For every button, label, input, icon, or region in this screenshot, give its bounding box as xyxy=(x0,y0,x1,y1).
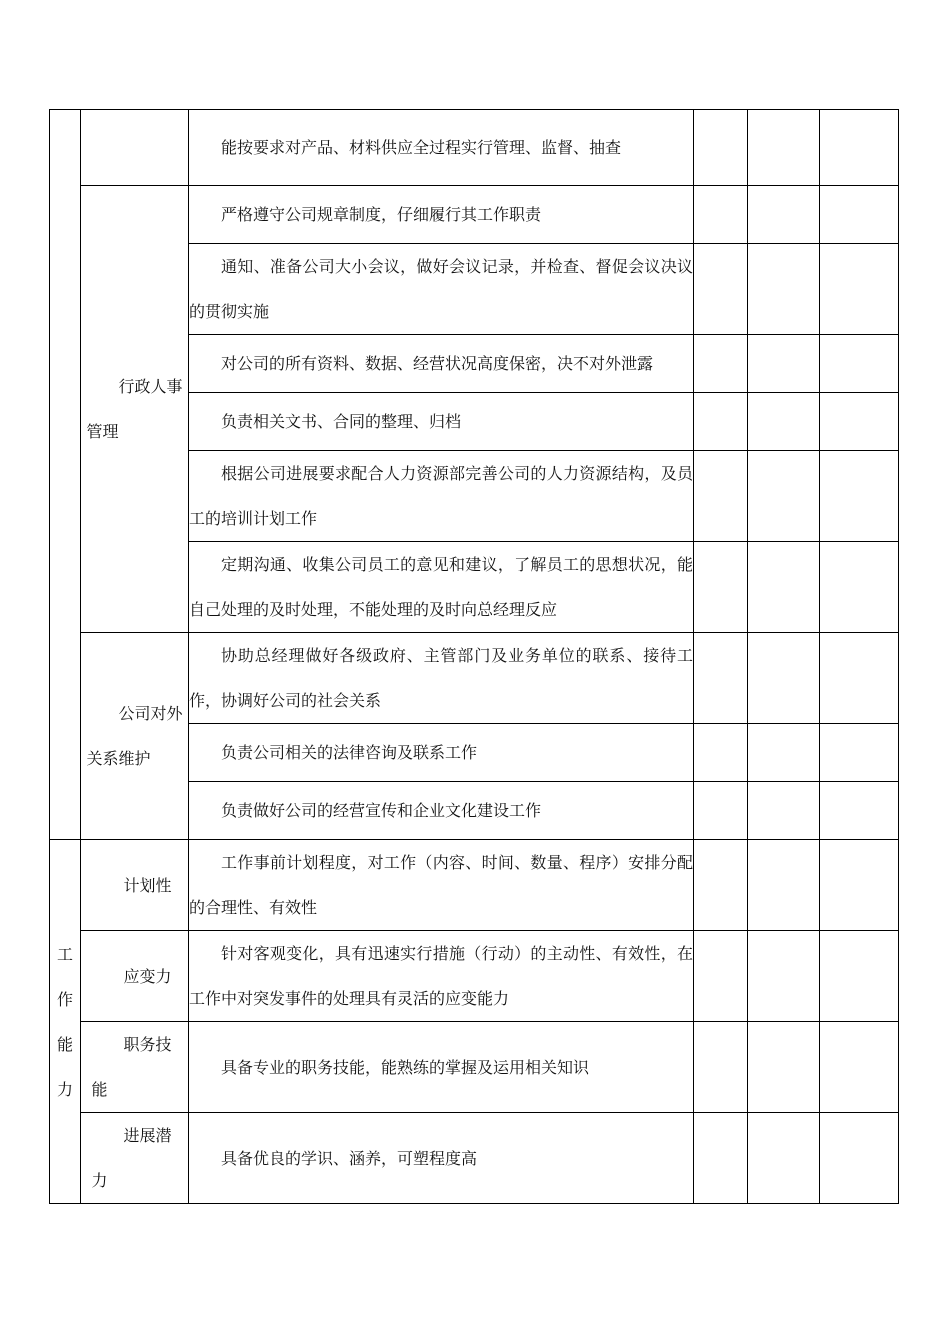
criterion-text: 具备优良的学识、涵养，可塑程度高 xyxy=(221,1148,478,1168)
criterion-cell xyxy=(189,724,694,782)
score-cell[interactable] xyxy=(748,542,820,633)
table-row xyxy=(50,186,899,244)
table-row xyxy=(50,1022,899,1113)
score-cell[interactable] xyxy=(748,724,820,782)
table-row xyxy=(50,633,899,724)
criterion-cell xyxy=(189,633,694,724)
criterion-cell xyxy=(189,931,694,1022)
score-cell[interactable] xyxy=(820,110,899,186)
criterion-cell xyxy=(189,335,694,393)
score-cell[interactable] xyxy=(694,542,748,633)
score-cell[interactable] xyxy=(820,393,899,451)
category-external-relations: 公司对外关系维护 xyxy=(81,633,189,840)
criterion-text: 负责公司相关的法律咨询及联系工作 xyxy=(221,743,478,762)
score-cell[interactable] xyxy=(748,110,820,186)
criterion-text: 根据公司进展要求配合人力资源部完善公司的人力资源结构，及员工的培训计划工作 xyxy=(189,464,693,528)
criterion-cell xyxy=(189,393,694,451)
score-cell[interactable] xyxy=(748,335,820,393)
score-cell[interactable] xyxy=(694,1113,748,1204)
score-cell[interactable] xyxy=(820,840,899,931)
score-cell[interactable] xyxy=(820,335,899,393)
score-cell[interactable] xyxy=(694,931,748,1022)
criterion-text: 严格遵守公司规章制度，仔细履行其工作职责 xyxy=(221,205,542,224)
score-cell[interactable] xyxy=(748,931,820,1022)
score-cell[interactable] xyxy=(820,724,899,782)
score-cell[interactable] xyxy=(694,633,748,724)
score-cell[interactable] xyxy=(820,633,899,724)
criterion-text: 负责相关文书、合同的整理、归档 xyxy=(221,412,462,431)
score-cell[interactable] xyxy=(748,1113,820,1204)
score-cell[interactable] xyxy=(694,724,748,782)
criterion-text: 对公司的所有资料、数据、经营状况高度保密，决不对外泄露 xyxy=(221,354,654,373)
category-planning: 计划性 xyxy=(81,840,189,931)
table-row xyxy=(50,110,899,186)
evaluation-table xyxy=(49,109,899,1204)
score-cell[interactable] xyxy=(694,393,748,451)
section-work-ability xyxy=(50,840,81,1204)
criterion-cell xyxy=(189,186,694,244)
criterion-text: 通知、准备公司大小会议，做好会议记录，并检查、督促会议决议的贯彻实施 xyxy=(189,257,693,321)
score-cell[interactable] xyxy=(820,244,899,335)
criterion-text: 负责做好公司的经营宣传和企业文化建设工作 xyxy=(221,801,542,820)
criterion-cell xyxy=(189,110,694,186)
score-cell[interactable] xyxy=(820,542,899,633)
criterion-cell xyxy=(189,451,694,542)
section-cell-blank xyxy=(50,110,81,840)
score-cell[interactable] xyxy=(694,244,748,335)
category-admin-hr: 行政人事管理 xyxy=(81,186,189,633)
score-cell[interactable] xyxy=(748,186,820,244)
score-cell[interactable] xyxy=(694,1022,748,1113)
criterion-text: 具备专业的职务技能，能熟练的掌握及运用相关知识 xyxy=(221,1057,590,1077)
score-cell[interactable] xyxy=(748,840,820,931)
score-cell[interactable] xyxy=(748,244,820,335)
score-cell[interactable] xyxy=(748,451,820,542)
score-cell[interactable] xyxy=(820,451,899,542)
criterion-cell xyxy=(189,244,694,335)
criterion-text: 工作事前计划程度，对工作（内容、时间、数量、程序）安排分配的合理性、有效性 xyxy=(189,853,693,917)
table-row xyxy=(50,1113,899,1204)
score-cell[interactable] xyxy=(694,840,748,931)
score-cell[interactable] xyxy=(694,451,748,542)
score-cell[interactable] xyxy=(820,782,899,840)
criterion-text: 针对客观变化，具有迅速实行措施（行动）的主动性、有效性，在工作中对突发事件的处理具有灵活的应变能力 xyxy=(189,944,693,1008)
criterion-text: 定期沟通、收集公司员工的意见和建议，了解员工的思想状况，能自己处理的及时处理，不能处理的及时向总经理反应 xyxy=(189,555,693,619)
section-label-work-ability: 工作能力 xyxy=(56,944,73,1099)
table-row xyxy=(50,840,899,931)
criterion-cell xyxy=(189,1113,694,1204)
score-cell[interactable] xyxy=(748,782,820,840)
category-potential: 进展潜力 xyxy=(81,1113,189,1204)
criterion-cell xyxy=(189,840,694,931)
criterion-cell xyxy=(189,782,694,840)
score-cell[interactable] xyxy=(820,931,899,1022)
category-job-skills: 职务技能 xyxy=(81,1022,189,1113)
score-cell[interactable] xyxy=(694,335,748,393)
category-adaptability: 应变力 xyxy=(81,931,189,1022)
criterion-cell xyxy=(189,1022,694,1113)
table-row xyxy=(50,931,899,1022)
score-cell[interactable] xyxy=(820,186,899,244)
category-cell-blank xyxy=(81,110,189,186)
score-cell[interactable] xyxy=(694,186,748,244)
score-cell[interactable] xyxy=(694,110,748,186)
score-cell[interactable] xyxy=(694,782,748,840)
criterion-text: 协助总经理做好各级政府、主管部门及业务单位的联系、接待工作，协调好公司的社会关系 xyxy=(189,646,693,710)
score-cell[interactable] xyxy=(820,1113,899,1204)
score-cell[interactable] xyxy=(748,1022,820,1113)
score-cell[interactable] xyxy=(820,1022,899,1113)
score-cell[interactable] xyxy=(748,393,820,451)
criterion-text: 能按要求对产品、材料供应全过程实行管理、监督、抽查 xyxy=(221,138,622,157)
criterion-cell xyxy=(189,542,694,633)
score-cell[interactable] xyxy=(748,633,820,724)
